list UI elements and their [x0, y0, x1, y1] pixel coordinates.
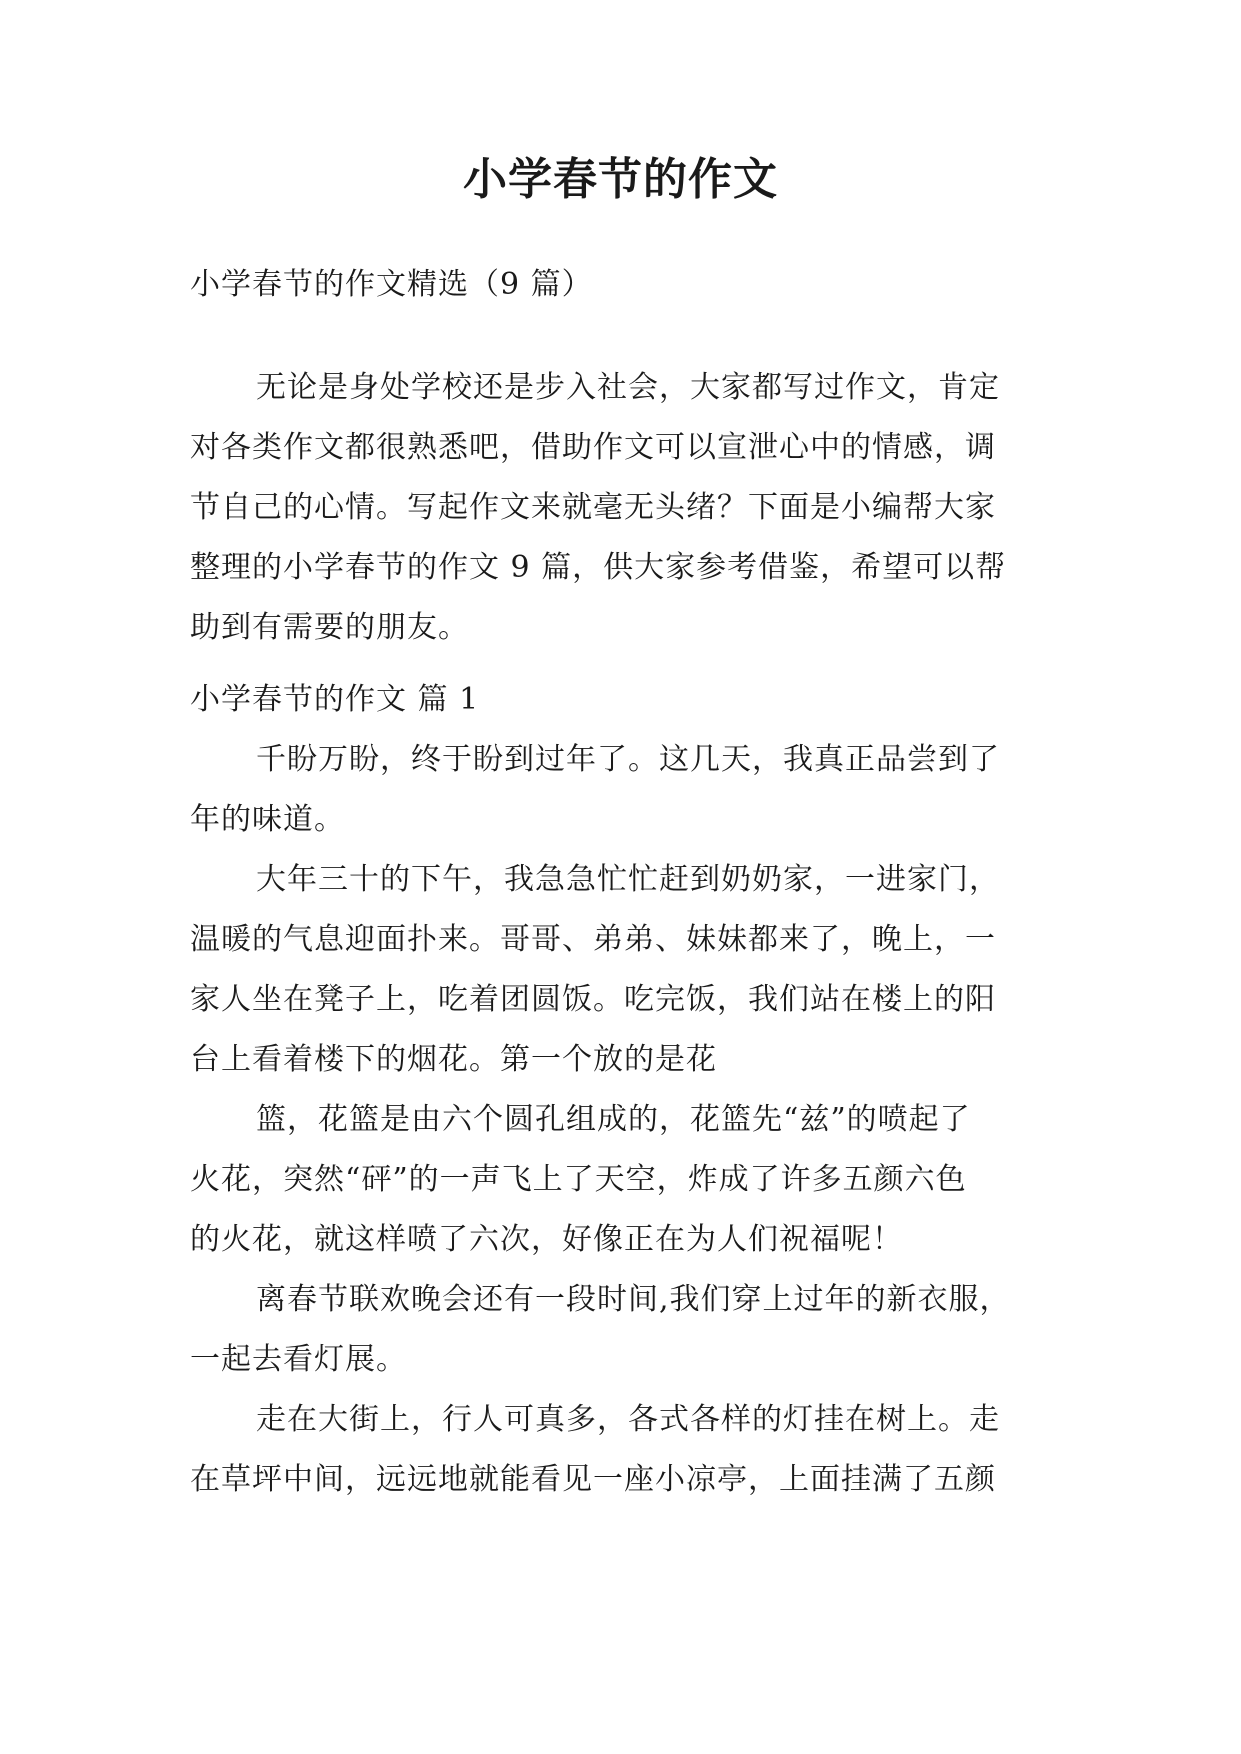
paragraph-line: 助到有需要的朋友。 — [190, 610, 469, 645]
intro-paragraph — [190, 358, 1070, 658]
paragraph-line: 的火花，就这样喷了六次，好像正在为人们祝福呢！ — [190, 1222, 903, 1257]
paragraph-line: 台上看着楼下的烟花。第一个放的是花 — [190, 1042, 717, 1077]
paragraph-line: 火花，突然“砰”的一声飞上了天空，炸成了许多五颜六色 — [190, 1162, 967, 1197]
paragraph-line: 千盼万盼，终于盼到过年了。这几天，我真正品尝到了 — [256, 742, 1000, 777]
paragraph-line: 在草坪中间，远远地就能看见一座小凉亭，上面挂满了五颜 — [190, 1462, 996, 1497]
paragraph-line: 篮，花篮是由六个圆孔组成的，花篮先“兹”的喷起了 — [256, 1102, 971, 1137]
document-subtitle — [190, 255, 1070, 315]
paragraph-line: 大年三十的下午，我急急忙忙赶到奶奶家，一进家门， — [256, 862, 1000, 897]
subtitle-line: 小学春节的作文精选（9 篇） — [190, 267, 593, 302]
paragraph-line: 走在大街上，行人可真多，各式各样的灯挂在树上。走 — [256, 1402, 1000, 1437]
paragraph-line: 年的味道。 — [190, 802, 345, 837]
paragraph-line: 对各类作文都很熟悉吧，借助作文可以宣泄心中的情感，调 — [190, 430, 996, 465]
paragraph-line: 无论是身处学校还是步入社会，大家都写过作文，肯定 — [256, 370, 1000, 405]
section-heading: 小学春节的作文 篇 1 — [190, 682, 480, 717]
section-1 — [190, 670, 1070, 1510]
paragraph-line: 一起去看灯展。 — [190, 1342, 407, 1377]
paragraph-line: 温暖的气息迎面扑来。哥哥、弟弟、妹妹都来了，晚上，一 — [190, 922, 996, 957]
paragraph-line: 离春节联欢晚会还有一段时间,我们穿上过年的新衣服， — [256, 1282, 1011, 1317]
paragraph-line: 节自己的心情。写起作文来就毫无头绪？下面是小编帮大家 — [190, 490, 996, 525]
paragraph-line: 家人坐在凳子上，吃着团圆饭。吃完饭，我们站在楼上的阳 — [190, 982, 996, 1017]
document-title: 小学春节的作文 — [463, 154, 778, 205]
paragraph-line: 整理的小学春节的作文 9 篇，供大家参考借鉴，希望可以帮 — [190, 550, 1007, 585]
